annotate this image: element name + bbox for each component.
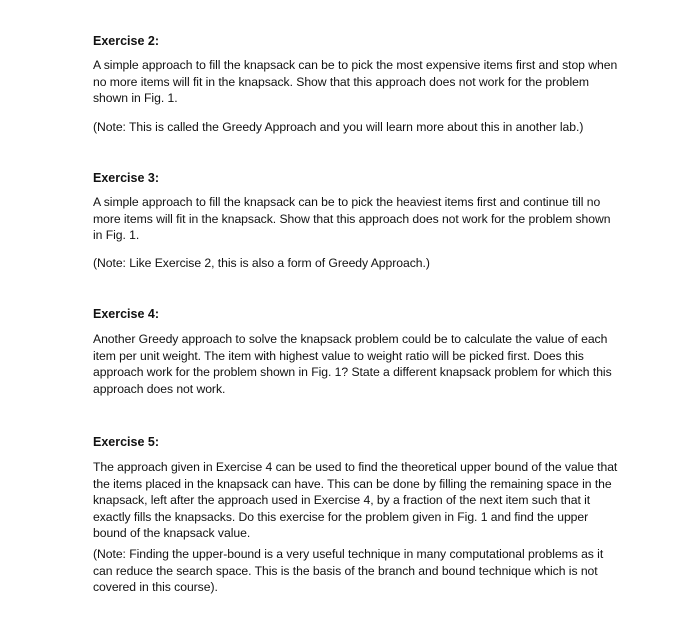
- exercise-2-note: (Note: This is called the Greedy Approach and you will learn more about this in another lab.): [93, 120, 584, 134]
- exercise-5-paragraph-1: The approach given in Exercise 4 can be used to find the theoretical upper bound of the value that the items placed in the knapsack can have. This can be done by filling the remaining space in the knapsack, left after the approach used in Exercise 4, by a fraction of the next item such that it exactly fills the knapsacks. Do this exercise for the problem given in Fig. 1 and find the upper bound of the knapsack value.: [93, 460, 618, 541]
- exercise-4-title: Exercise 4:: [93, 307, 160, 321]
- exercise-3-note: (Note: Like Exercise 2, this is also a form of Greedy Approach.): [93, 256, 430, 270]
- exercise-2-paragraph-1: A simple approach to fill the knapsack can be to pick the most expensive items first and stop when no more items will fit in the knapsack. Show that this approach does not work for the problem shown in Fig. 1.: [93, 58, 618, 106]
- exercise-4-paragraph-1: Another Greedy approach to solve the knapsack problem could be to calculate the value of each item per unit weight. The item with highest value to weight ratio will be picked first. Does this approach work for the problem shown in Fig. 1? State a different knapsack problem for which this approach does not work.: [93, 332, 612, 396]
- exercise-2-title: Exercise 2:: [93, 34, 160, 48]
- exercise-5-note: (Note: Finding the upper-bound is a very useful technique in many computational problems as it can reduce the search space. This is the basis of the branch and bound technique which is not covered in this course).: [93, 547, 604, 595]
- exercise-3-paragraph-1: A simple approach to fill the knapsack can be to pick the heaviest items first and continue till no more items will fit in the knapsack. Show that this approach does not work for the problem shown in Fig. 1.: [93, 195, 611, 243]
- exercise-5-title: Exercise 5:: [93, 435, 160, 449]
- exercise-3-title: Exercise 3:: [93, 171, 160, 185]
